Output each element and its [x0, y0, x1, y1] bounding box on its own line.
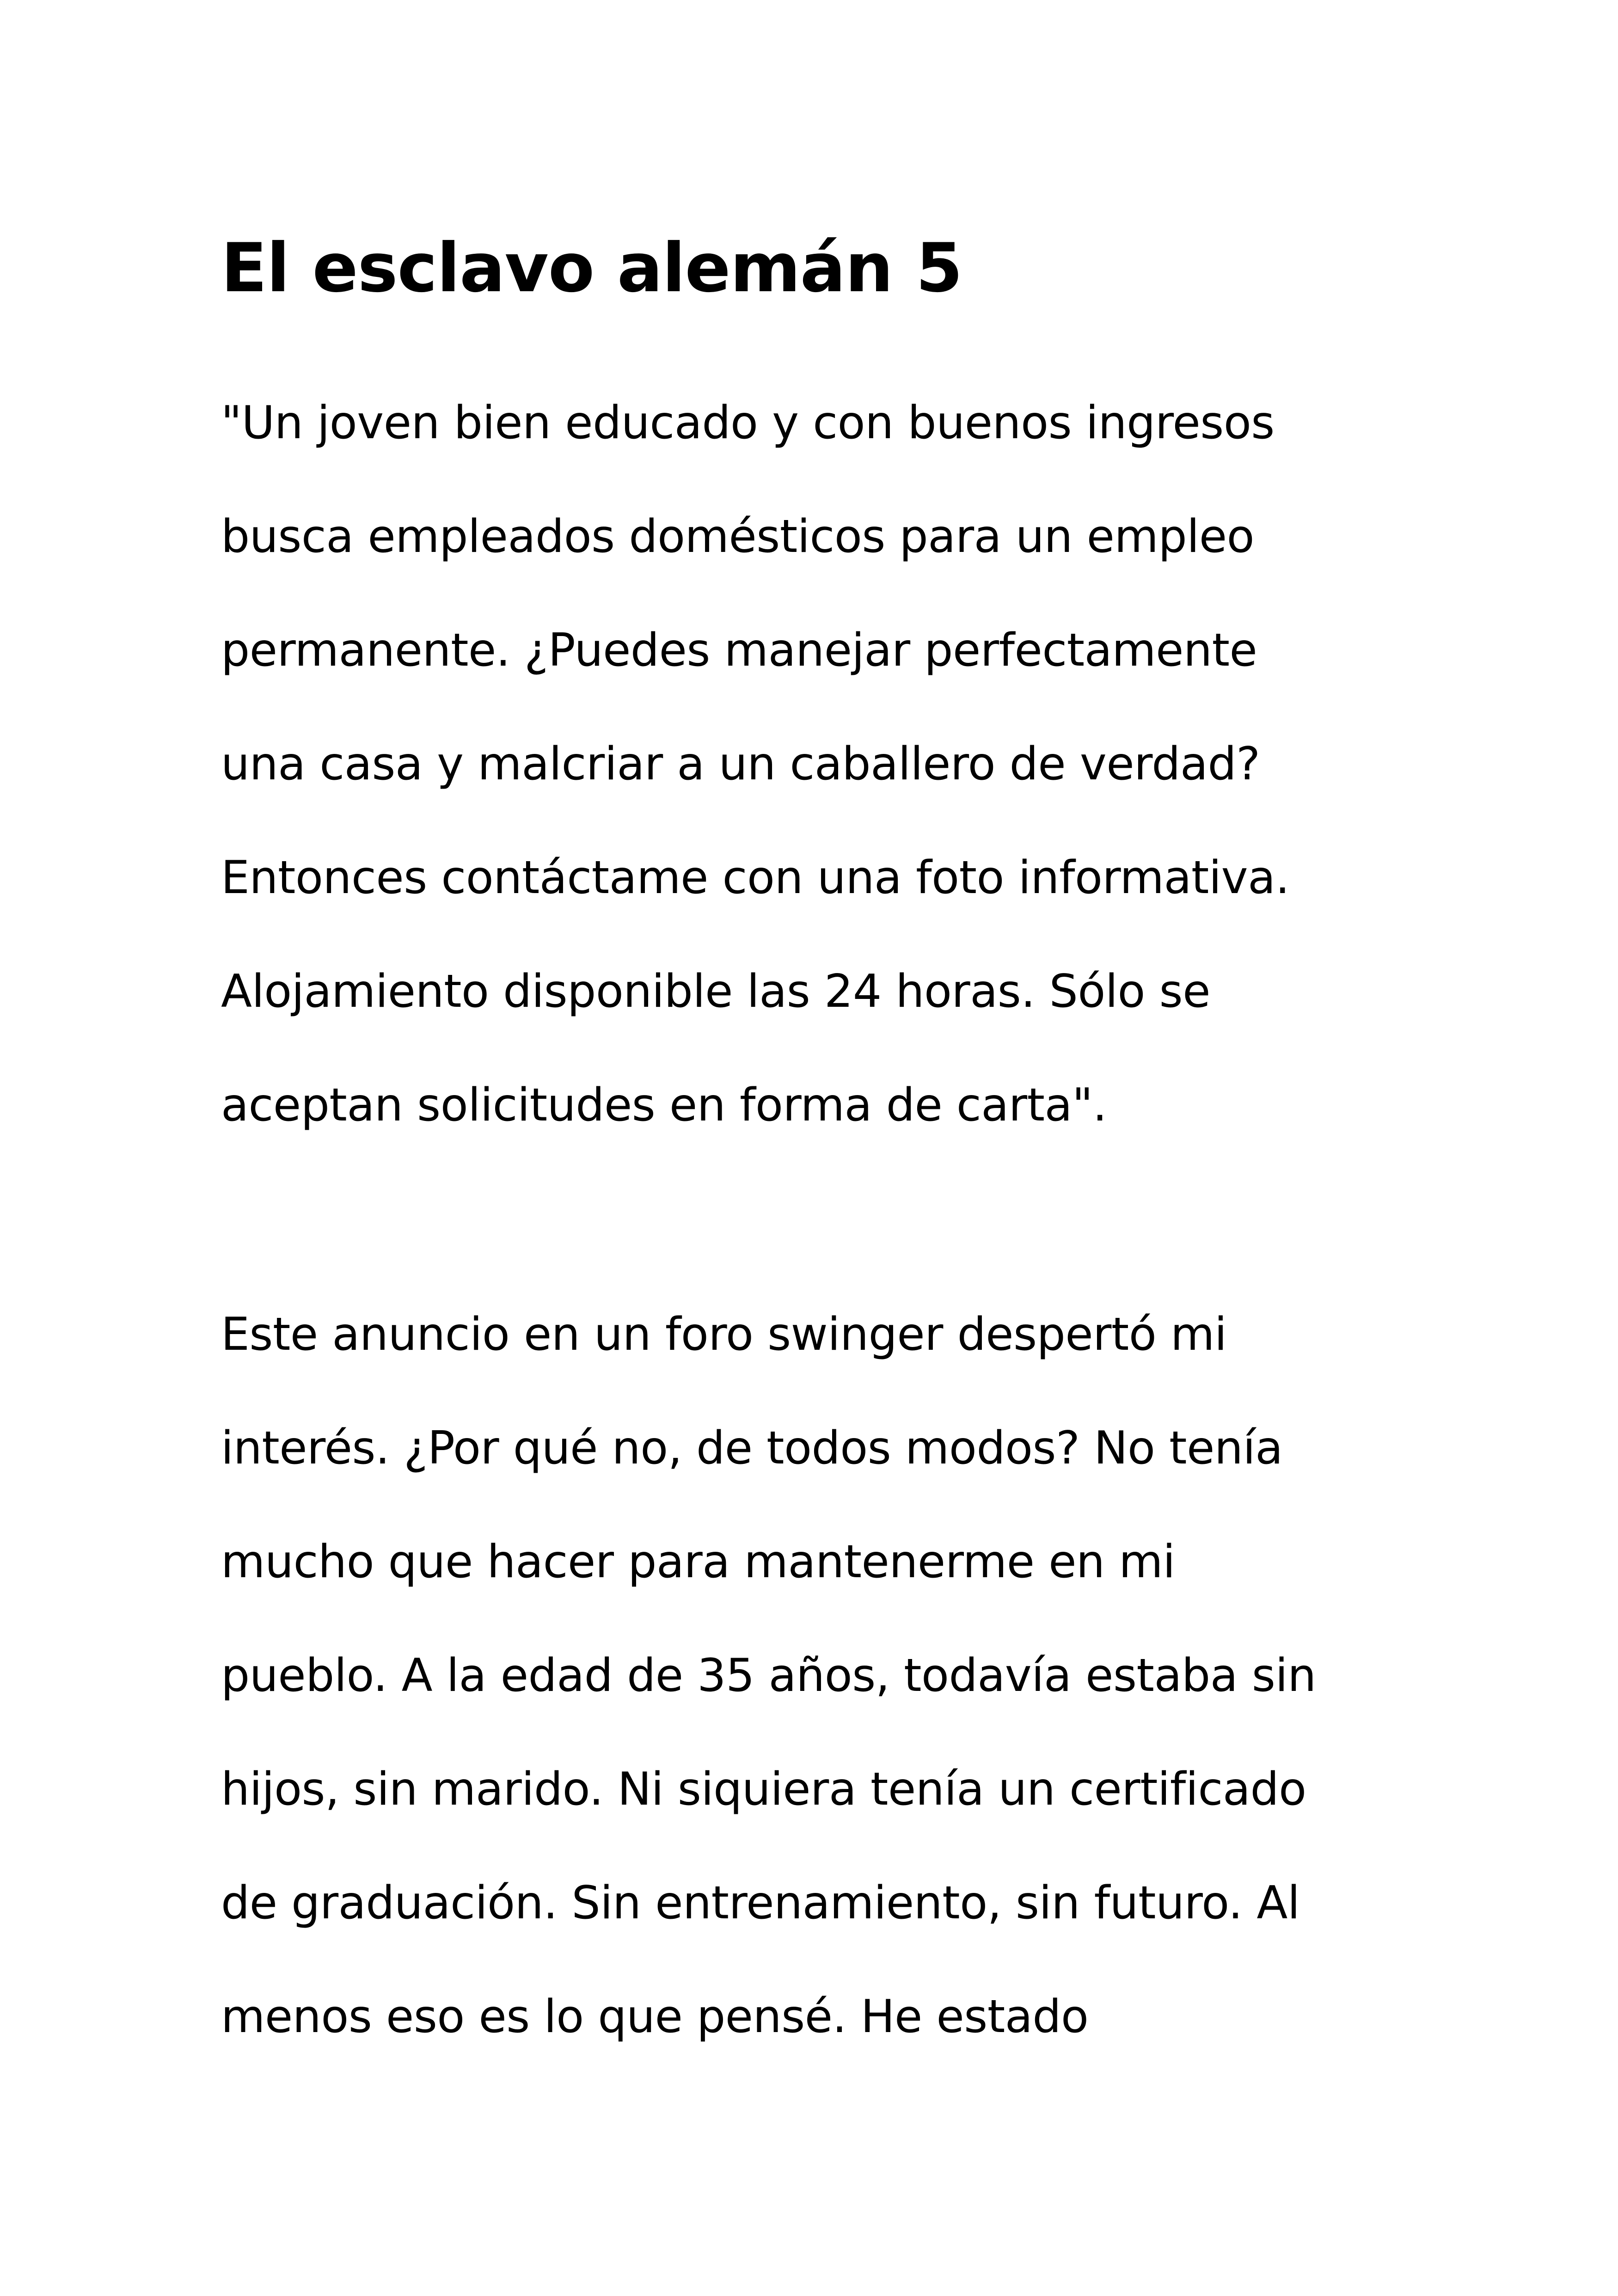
paragraph-ad-quote — [221, 379, 1469, 1175]
text-line: Este anuncio en un foro swinger despertó mi — [221, 1308, 1227, 1361]
document-title: El esclavo alemán 5 — [221, 229, 962, 307]
paragraph-narration — [221, 1291, 1469, 2087]
text-line: pueblo. A la edad de 35 años, todavía estaba sin — [221, 1649, 1316, 1702]
text-line: busca empleados domésticos para un empleo — [221, 510, 1255, 563]
text-line: de graduación. Sin entrenamiento, sin futuro. Al — [221, 1877, 1300, 1929]
text-line: menos eso es lo que pensé. He estado — [221, 1990, 1089, 2043]
text-line: hijos, sin marido. Ni siquiera tenía un certificado — [221, 1763, 1306, 1816]
text-line: interés. ¿Por qué no, de todos modos? No tenía — [221, 1422, 1283, 1475]
text-line: Alojamiento disponible las 24 horas. Sólo se — [221, 965, 1210, 1018]
text-line: "Un joven bien educado y con buenos ingresos — [221, 397, 1275, 449]
text-line: mucho que hacer para mantenerme en mi — [221, 1536, 1175, 1588]
text-line: Entonces contáctame con una foto informativa. — [221, 851, 1290, 904]
text-line: aceptan solicitudes en forma de carta". — [221, 1079, 1107, 1132]
text-line: una casa y malcriar a un caballero de verdad? — [221, 738, 1260, 790]
text-line: permanente. ¿Puedes manejar perfectamente — [221, 624, 1257, 677]
